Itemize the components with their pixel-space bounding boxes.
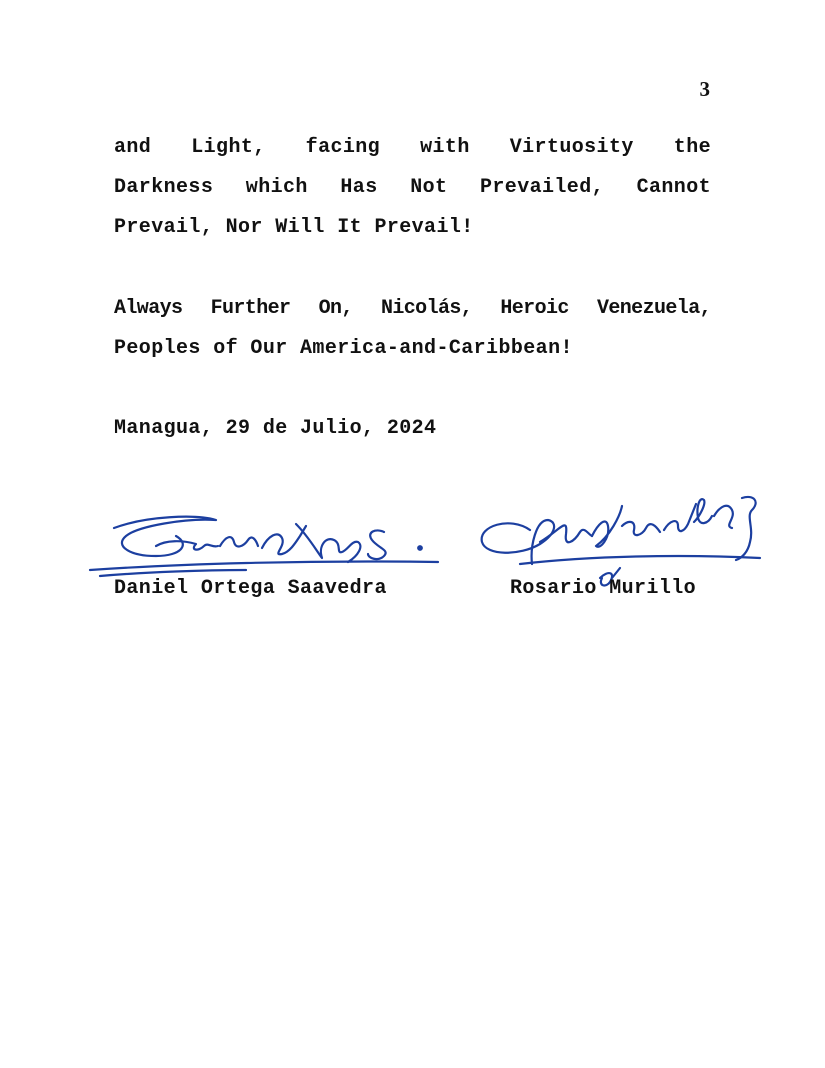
text-line: Peoples of Our America-and-Caribbean!	[114, 337, 573, 360]
signer-name: Rosario Murillo	[510, 577, 697, 600]
body-paragraph	[114, 128, 711, 248]
text-line: Always Further On, Nicolás, Heroic Venezuela,	[114, 297, 711, 320]
dateline: Managua, 29 de Julio, 2024	[114, 417, 437, 440]
page-number: 3	[699, 77, 710, 101]
body-paragraph	[114, 289, 711, 369]
text-line: Prevail, Nor Will It Prevail!	[114, 216, 474, 239]
text-line: and Light, facing with Virtuosity the	[114, 136, 711, 159]
text-line: Darkness which Has Not Prevailed, Cannot	[114, 176, 711, 199]
signer-name: Daniel Ortega Saavedra	[114, 577, 387, 600]
signature-daniel-ortega	[86, 506, 446, 586]
